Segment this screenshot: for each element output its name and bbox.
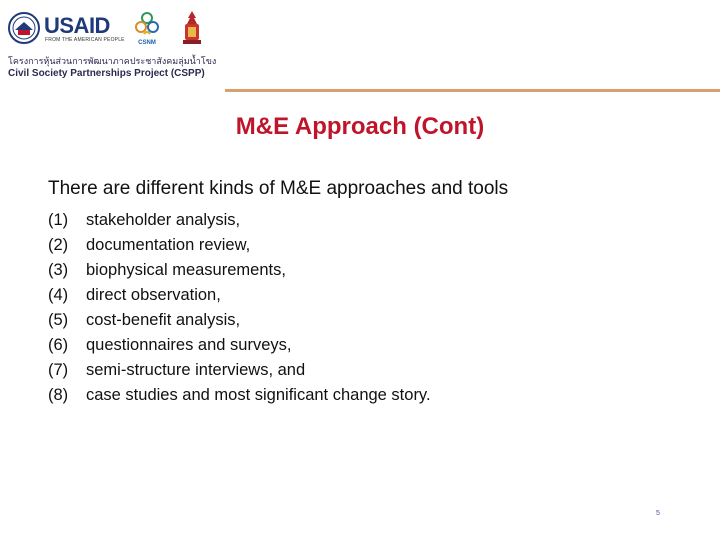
list-text: cost-benefit analysis,	[86, 311, 241, 329]
csnm-emblem-icon	[132, 10, 162, 40]
list-item	[48, 208, 431, 233]
list-text: biophysical measurements,	[86, 261, 286, 279]
usaid-seal-icon	[8, 12, 40, 44]
slide-header	[0, 0, 720, 90]
csnm-logo	[132, 10, 162, 50]
list-number: (7)	[48, 361, 69, 379]
header-divider	[225, 89, 720, 92]
list-text: semi-structure interviews, and	[86, 361, 306, 379]
list-item	[48, 233, 431, 258]
list-number: (8)	[48, 386, 69, 404]
slide-title: M&E Approach (Cont)	[235, 113, 485, 140]
approach-list	[48, 208, 431, 408]
list-item	[48, 258, 431, 283]
list-text: direct observation,	[86, 286, 221, 304]
list-text: case studies and most significant change story.	[86, 386, 431, 404]
list-number: (5)	[48, 311, 69, 329]
list-item	[48, 283, 431, 308]
project-name: Civil Society Partnerships Project (CSPP)	[8, 68, 205, 79]
list-item	[48, 333, 431, 358]
list-item	[48, 358, 431, 383]
list-text: stakeholder analysis,	[86, 211, 241, 229]
page-number: 5	[656, 510, 660, 517]
project-name-thai: โครงการหุ้นส่วนการพัฒนาภาคประชาสังคมลุ่มน้ำโขง	[8, 57, 217, 67]
usaid-wordmark: USAID	[44, 13, 110, 38]
list-number: (6)	[48, 336, 69, 354]
slide-intro: There are different kinds of M&E approaches and tools	[48, 178, 509, 199]
list-text: documentation review,	[86, 236, 251, 254]
list-item	[48, 383, 431, 408]
csnm-label: CSNM	[138, 40, 156, 46]
university-crest-icon	[180, 10, 204, 46]
list-number: (1)	[48, 211, 69, 229]
list-item	[48, 308, 431, 333]
usaid-logo	[8, 12, 125, 46]
list-text: questionnaires and surveys,	[86, 336, 292, 354]
usaid-tagline: FROM THE AMERICAN PEOPLE	[45, 37, 125, 43]
list-number: (2)	[48, 236, 69, 254]
list-number: (4)	[48, 286, 69, 304]
list-number: (3)	[48, 261, 69, 279]
